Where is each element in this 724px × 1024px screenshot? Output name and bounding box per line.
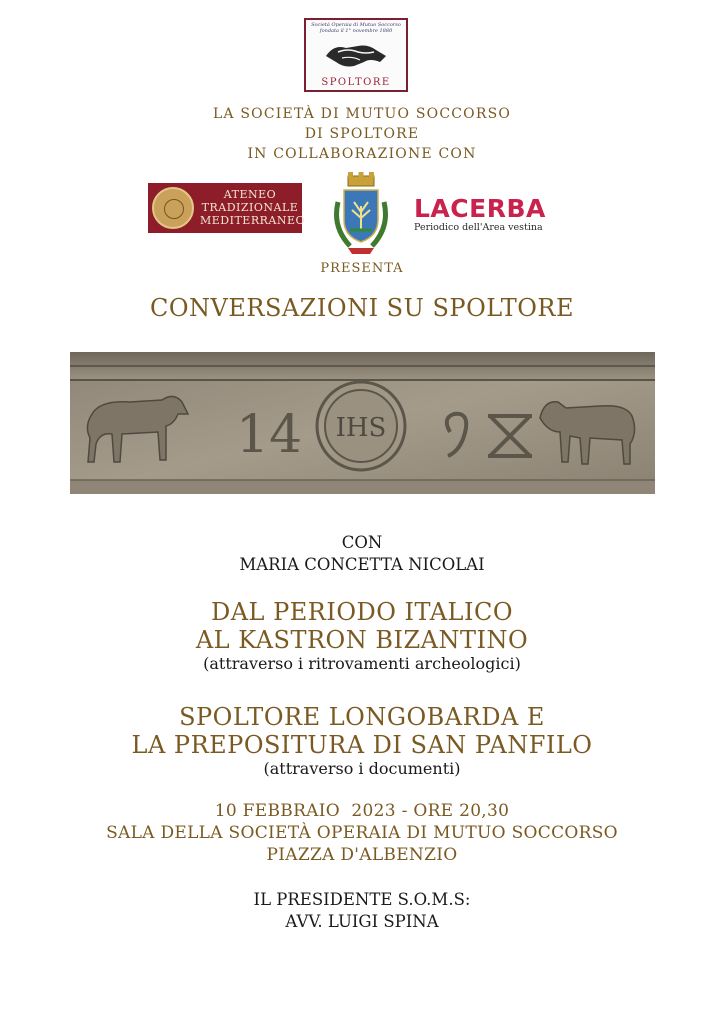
lacerba-logo	[414, 196, 554, 236]
ateneo-text: ATENEO TRADIZIONALE MEDITERRANEO	[200, 188, 306, 227]
header	[0, 104, 724, 164]
talk2-block	[0, 703, 724, 779]
soms-logo	[304, 18, 408, 92]
relief-monogram: IHS	[335, 413, 387, 443]
talk1-line2: AL KASTRON BIZANTINO	[195, 626, 529, 654]
talk1-line1: DAL PERIODO ITALICO	[210, 598, 514, 626]
lacerba-name: LACERBA	[414, 194, 546, 223]
lacerba-subtitle: Periodico dell'Area vestina	[414, 222, 543, 233]
talk1-note: (attraverso i ritrovamenti archeologici)	[203, 654, 521, 673]
president-name: AVV. LUIGI SPINA	[285, 912, 439, 931]
stone-relief-image	[70, 352, 655, 494]
logo-small-text: Società Operaia di Mutuo Soccorso fondata il 1° novembre 1880	[311, 22, 401, 34]
speaker-name: MARIA CONCETTA NICOLAI	[239, 555, 485, 574]
talk2-line1: SPOLTORE LONGOBARDA E	[179, 703, 545, 731]
presenta-label: PRESENTA	[320, 261, 404, 276]
header-line3: IN COLLABORAZIONE CON	[247, 146, 477, 162]
president-title: IL PRESIDENTE S.O.M.S:	[253, 890, 471, 909]
logo-name: SPOLTORE	[321, 77, 391, 88]
header-line1: LA SOCIETÀ DI MUTUO SOCCORSO	[212, 106, 512, 122]
event-place: PIAZZA D'ALBENZIO	[266, 845, 458, 865]
relief-number: 14	[236, 405, 303, 465]
handshake-icon	[324, 36, 388, 72]
president-block	[0, 889, 724, 933]
talk2-note: (attraverso i documenti)	[263, 759, 461, 778]
speaker-con: CON	[341, 533, 383, 552]
coat-of-arms-icon	[330, 172, 392, 258]
event-venue: SALA DELLA SOCIETÀ OPERAIA DI MUTUO SOCCORSO	[106, 823, 618, 843]
talk1-block	[0, 598, 724, 674]
ateneo-logo	[148, 183, 306, 233]
speaker-block	[0, 532, 724, 576]
event-date: 10 FEBBRAIO 2023 - ORE 20,30	[214, 801, 510, 821]
series-title: CONVERSAZIONI SU SPOLTORE	[150, 294, 574, 322]
ateneo-seal-icon	[152, 187, 194, 229]
header-line2: DI SPOLTORE	[304, 126, 420, 142]
talk2-line2: LA PREPOSITURA DI SAN PANFILO	[131, 731, 593, 759]
event-block	[0, 800, 724, 866]
